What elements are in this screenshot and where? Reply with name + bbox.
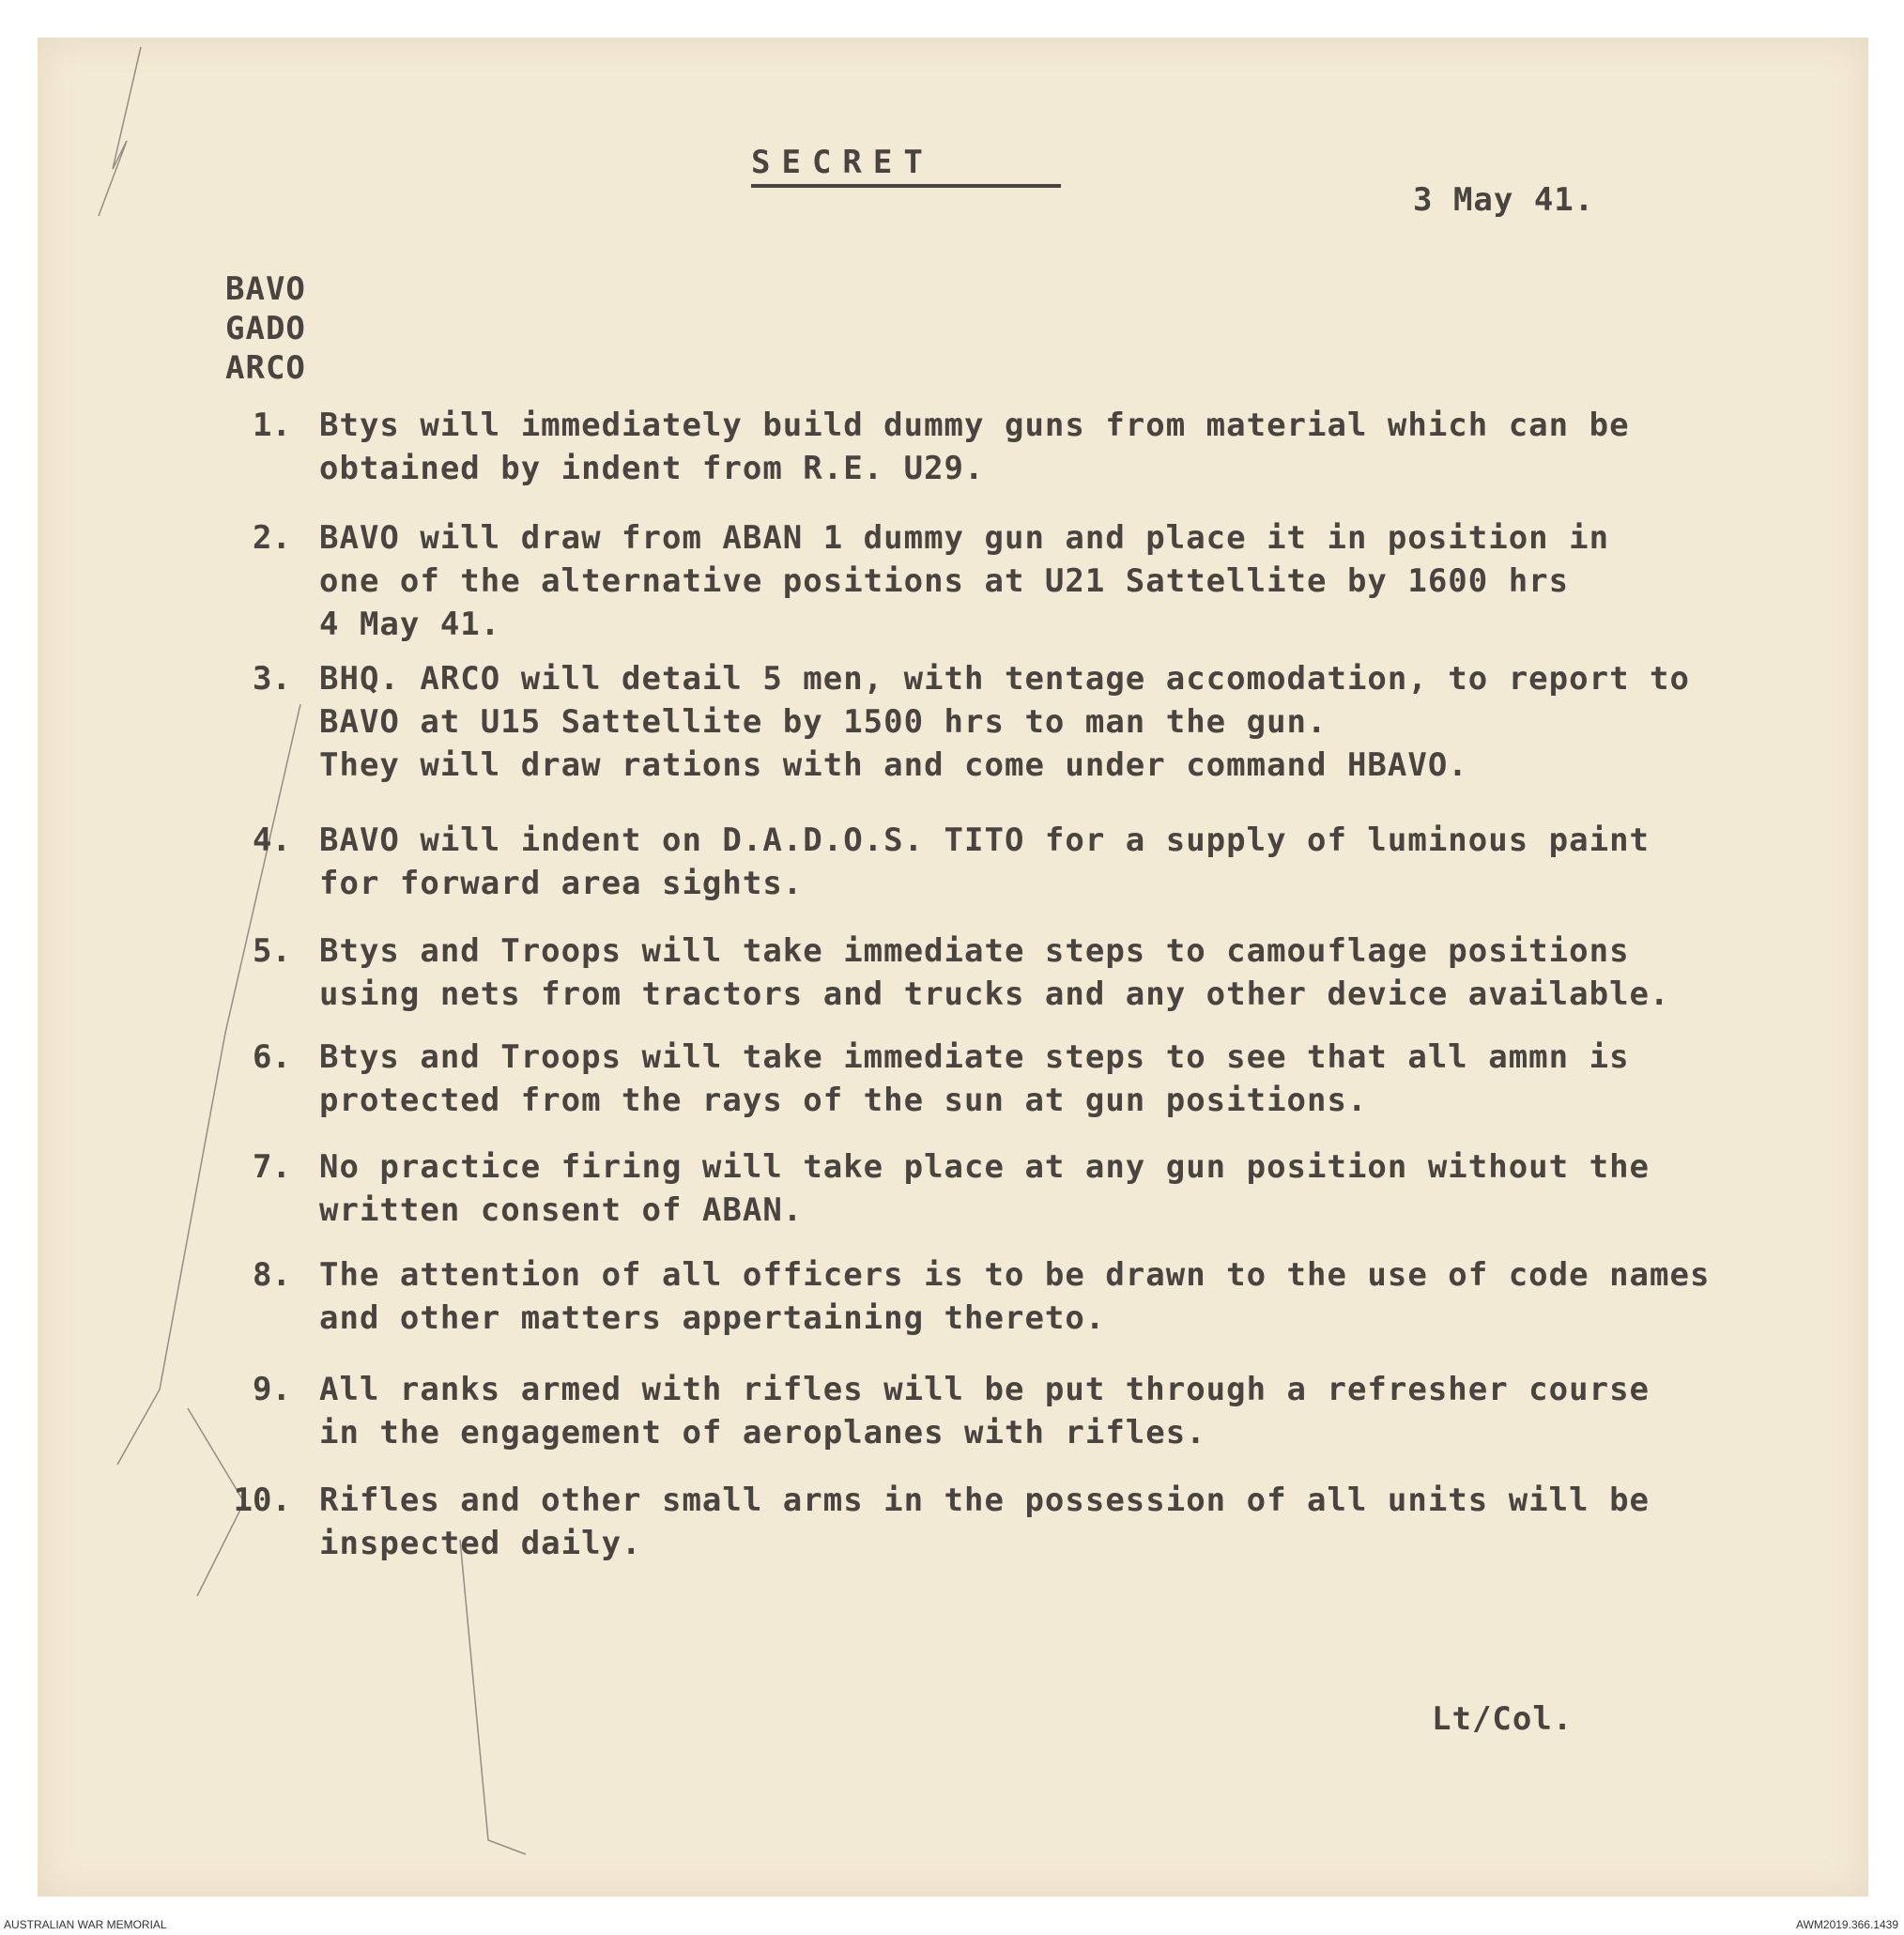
item-text: No practice firing will take place at any gun position without the written consent of ABAN. xyxy=(319,1148,1651,1229)
item-number: 4. xyxy=(253,822,291,859)
item-number: 9. xyxy=(253,1371,291,1408)
item-text: BAVO will indent on D.A.D.O.S. TITO for a supply of luminous paint for forward area sights. xyxy=(319,822,1651,902)
item-number: 6. xyxy=(253,1038,291,1076)
addressee: BAVO xyxy=(225,270,306,308)
pencil-stroke-lower xyxy=(460,1540,526,1854)
addressee: GADO xyxy=(225,310,306,347)
pencil-stroke-top xyxy=(99,47,141,216)
secret-underline xyxy=(751,184,1061,188)
item-number: 7. xyxy=(253,1148,291,1186)
addressee: ARCO xyxy=(225,349,306,387)
item-number: 10. xyxy=(233,1482,291,1519)
item-number: 5. xyxy=(253,932,291,970)
secret-heading: SECRET xyxy=(751,144,934,181)
item-text: Btys and Troops will take immediate steps to camouflage positions using nets from tractors and trucks and any other device available. xyxy=(319,932,1670,1013)
item-text: All ranks armed with rifles will be put through a refresher course in the engagement of aeroplanes with rifles. xyxy=(319,1371,1651,1451)
item-number: 2. xyxy=(253,519,291,557)
footer-catalogue-number: AWM2019.366.1439 xyxy=(1796,1918,1898,1931)
item-number: 1. xyxy=(253,407,291,444)
footer-credit: AUSTRALIAN WAR MEMORIAL xyxy=(4,1918,167,1931)
document-date: 3 May 41. xyxy=(1413,181,1595,219)
item-text: Btys and Troops will take immediate steps to see that all ammn is protected from the rays of the sun at gun positions. xyxy=(319,1038,1630,1119)
item-text: BAVO will draw from ABAN 1 dummy gun and place it in position in one of the alternative positions at U21 Sattellite by 1600 hrs 4 May 41. xyxy=(319,519,1610,643)
item-text: Btys will immediately build dummy guns from material which can be obtained by indent from R.E. U29. xyxy=(319,407,1630,487)
signature-title: Lt/Col. xyxy=(1432,1700,1574,1738)
item-text: BHQ. ARCO will detail 5 men, with tentage accomodation, to report to BAVO at U15 Sattellite by 1500 hrs to man the gun. They will draw rations with and come under command HBAVO. xyxy=(319,660,1690,784)
item-text: Rifles and other small arms in the possession of all units will be inspected daily. xyxy=(319,1482,1651,1562)
item-number: 3. xyxy=(253,660,291,698)
item-number: 8. xyxy=(253,1256,291,1294)
item-text: The attention of all officers is to be drawn to the use of code names and other matters appertaining thereto. xyxy=(319,1256,1711,1337)
